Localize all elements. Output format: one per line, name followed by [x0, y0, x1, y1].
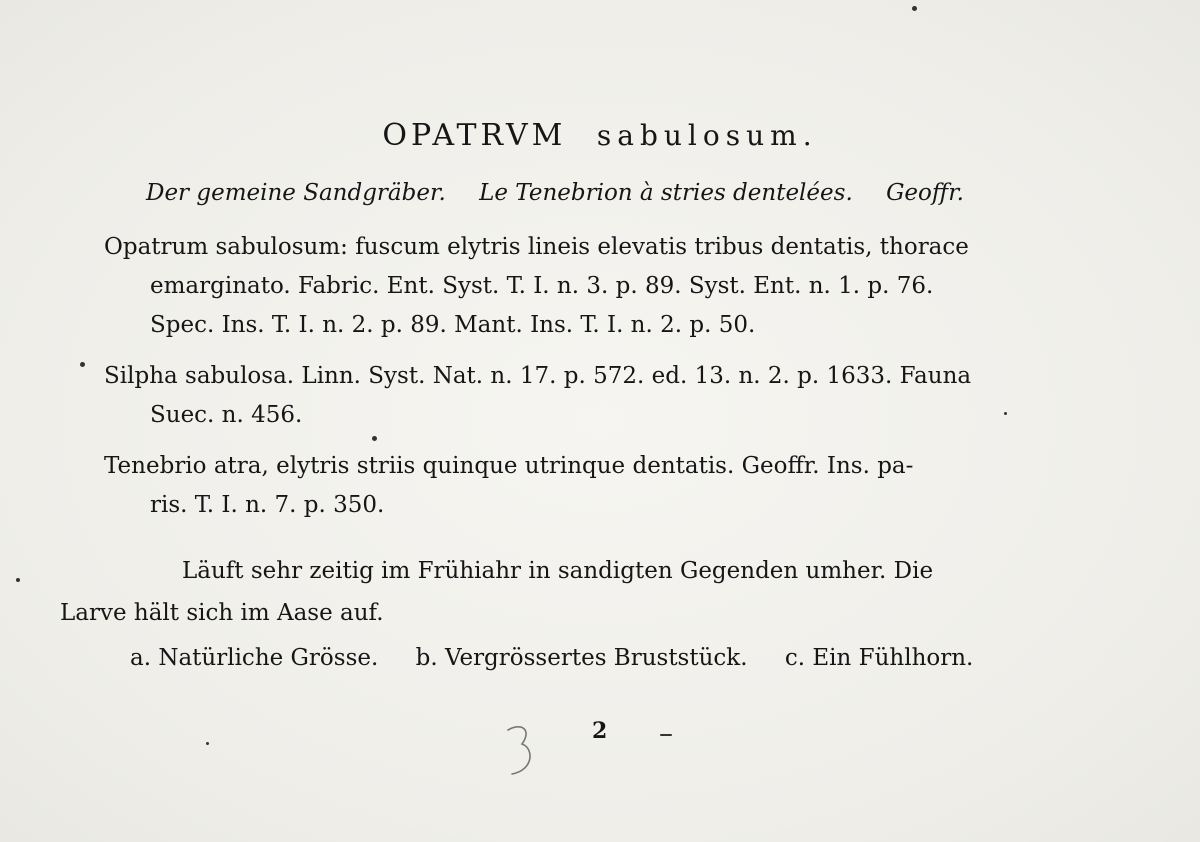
common-names-line	[146, 180, 990, 206]
paper-speck	[16, 578, 20, 582]
paper-speck	[80, 362, 85, 367]
synonym-entry-tenebrio	[104, 447, 1134, 525]
page-number: 2	[592, 718, 608, 744]
legend-item-c: c. Ein Fühlhorn.	[784, 645, 974, 671]
legend-item-a: a. Natürliche Grösse.	[130, 645, 379, 671]
handwritten-number-mark	[500, 720, 540, 780]
entry-line: Suec. n. 456.	[150, 402, 303, 428]
description-line: Läuft sehr zeitig im Frühiahr in sandigten Gegenden umher. Die	[182, 558, 934, 584]
description-line: Larve hält sich im Aase auf.	[60, 600, 384, 626]
common-name-german: Der gemeine Sandgräber.	[146, 180, 446, 206]
figure-legend	[130, 645, 1003, 671]
entry-line: emarginato. Fabric. Ent. Syst. T. I. n. 3. p. 89. Syst. Ent. n. 1. p. 76.	[150, 273, 934, 299]
common-name-author: Geoffr.	[886, 180, 964, 206]
page-title	[0, 118, 1200, 153]
paper-speck	[206, 742, 209, 745]
entry-line: Spec. Ins. T. I. n. 2. p. 89. Mant. Ins. T. I. n. 2. p. 50.	[150, 312, 756, 338]
entry-line: Silpha sabulosa. Linn. Syst. Nat. n. 17. p. 572. ed. 13. n. 2. p. 1633. Fauna	[104, 363, 972, 389]
paper-speck	[1004, 412, 1007, 415]
paper-speck	[660, 734, 672, 736]
entry-line: Tenebrio atra, elytris striis quinque utrinque dentatis. Geoffr. Ins. pa-	[104, 453, 914, 479]
synonym-entry-opatrum	[104, 228, 1134, 345]
entry-line: Opatrum sabulosum: fuscum elytris lineis elevatis tribus dentatis, thorace	[104, 234, 969, 260]
habitat-description	[60, 550, 933, 634]
paper-speck	[912, 6, 917, 11]
common-name-french: Le Tenebrion à stries dentelées.	[479, 180, 853, 206]
legend-item-b: b. Vergrössertes Bruststück.	[415, 645, 748, 671]
title-species: sabulosum.	[596, 119, 818, 152]
entry-line: ris. T. I. n. 7. p. 350.	[150, 492, 385, 518]
paper-speck	[372, 436, 377, 441]
title-genus: OPATRVM	[382, 118, 567, 153]
synonym-entry-silpha	[104, 357, 1134, 435]
